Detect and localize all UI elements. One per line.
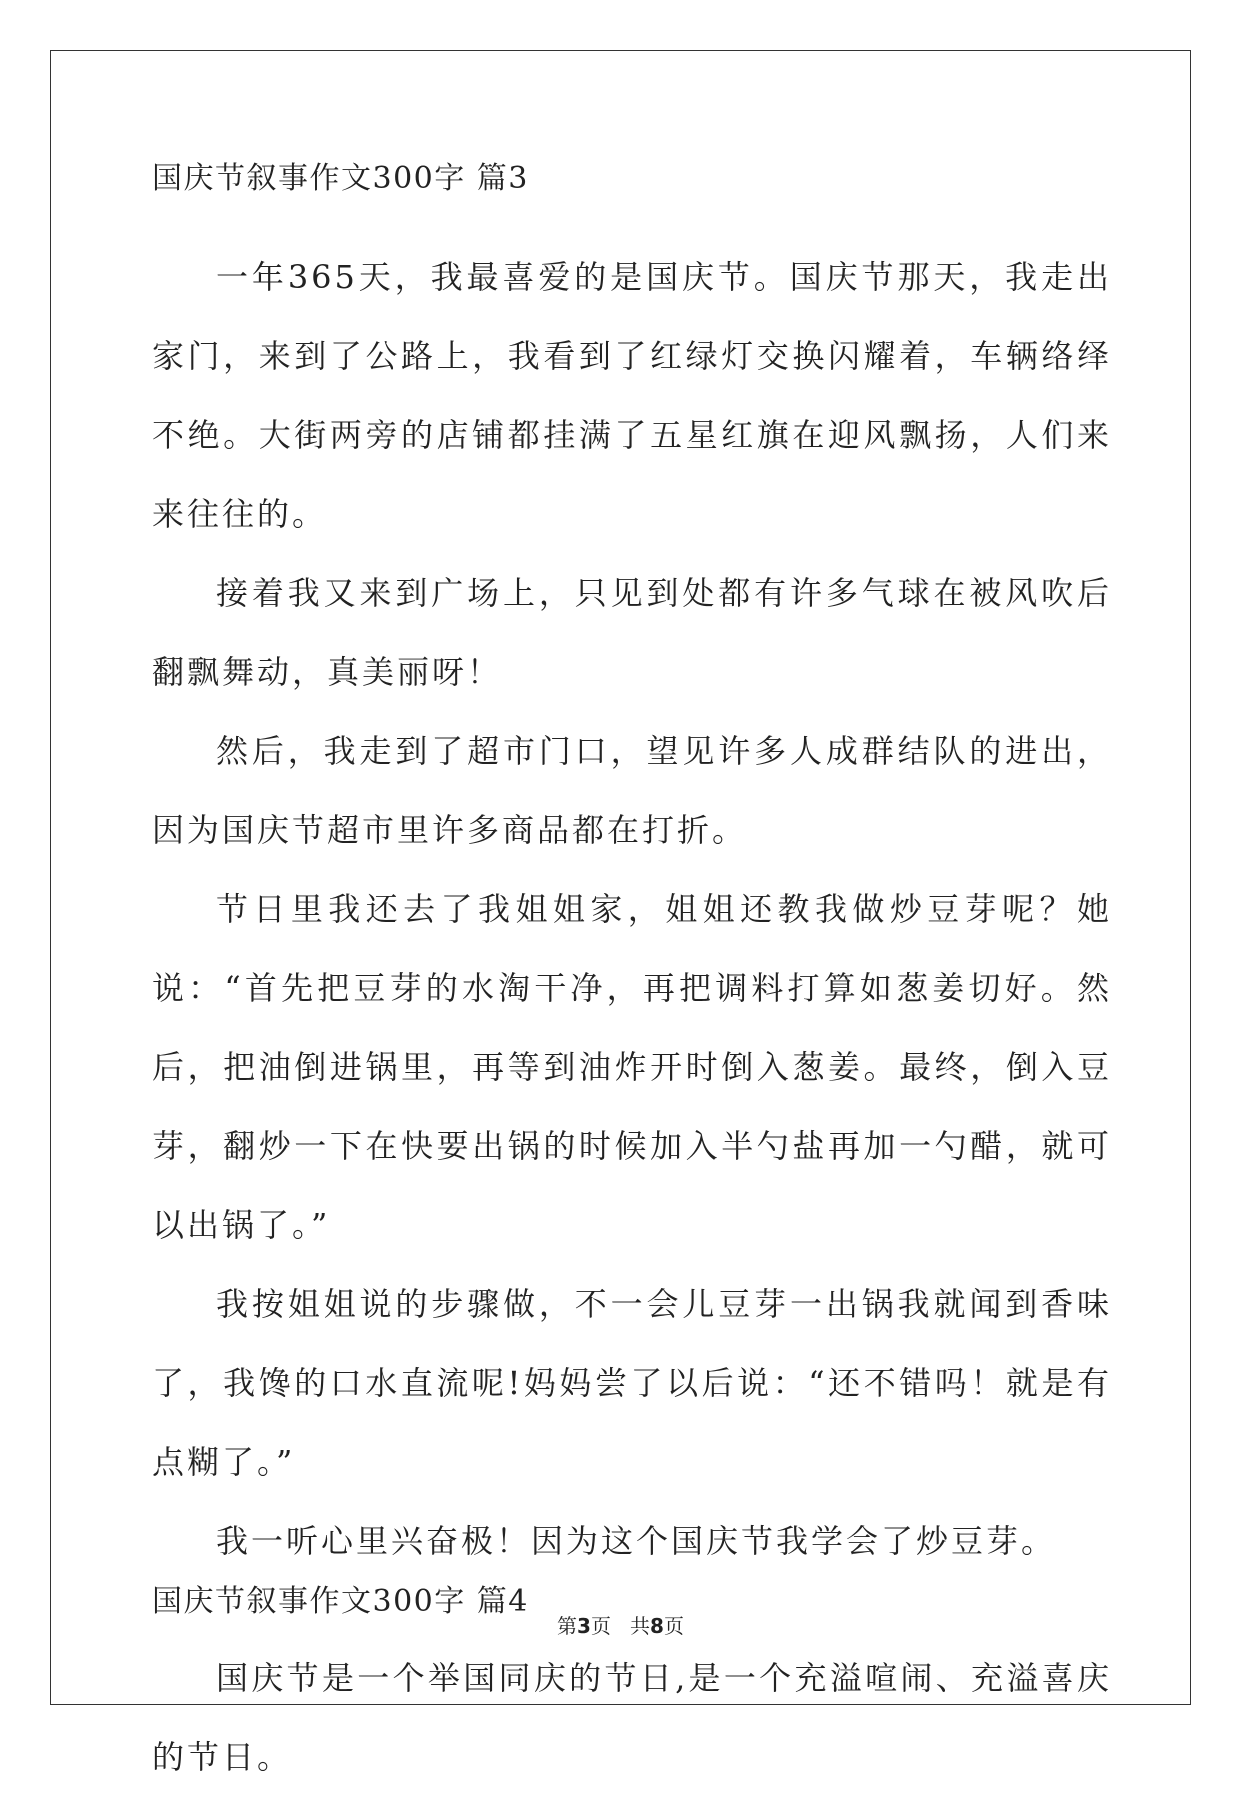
page-footer bbox=[0, 1610, 1241, 1639]
footer-page-prefix: 第 bbox=[557, 1614, 578, 1638]
footer-page-suffix: 页 bbox=[590, 1614, 611, 1638]
section-heading-3: 国庆节叙事作文300字 篇3 bbox=[152, 161, 529, 196]
document-body bbox=[152, 160, 1112, 1797]
paragraph: 然后，我走到了超市门口，望见许多人成群结队的进出，因为国庆节超市里许多商品都在打折。 bbox=[152, 732, 1112, 849]
paragraph: 接着我又来到广场上，只见到处都有许多气球在被风吹后翻飘舞动，真美丽呀！ bbox=[152, 574, 1112, 691]
footer-total-suffix: 页 bbox=[663, 1614, 684, 1638]
section-heading-4: 国庆节叙事作文300字 篇4 bbox=[152, 1584, 529, 1619]
paragraph: 一年365天，我最喜爱的是国庆节。国庆节那天，我走出家门，来到了公路上，我看到了红绿灯交换闪耀着，车辆络绎不绝。大街两旁的店铺都挂满了五星红旗在迎风飘扬，人们来来往往的。 bbox=[152, 258, 1112, 533]
paragraph: 节日里我还去了我姐姐家，姐姐还教我做炒豆芽呢？她说：“首先把豆芽的水淘干净，再把调料打算如葱姜切好。然后，把油倒进锅里，再等到油炸开时倒入葱姜。最终，倒入豆芽，翻炒一下在快要出锅的时候加入半勺盐再加一勺醋，就可以出锅了。” bbox=[152, 890, 1112, 1244]
paragraph: 我一听心里兴奋极！因为这个国庆节我学会了炒豆芽。 bbox=[216, 1522, 1057, 1560]
paragraph: 国庆节是一个举国同庆的节日,是一个充溢喧闹、充溢喜庆的节日。 bbox=[152, 1659, 1112, 1776]
footer-total-prefix: 共 bbox=[630, 1614, 651, 1638]
footer-total-number: 8 bbox=[650, 1614, 664, 1638]
paragraph: 我按姐姐说的步骤做，不一会儿豆芽一出锅我就闻到香味了，我馋的口水直流呢!妈妈尝了以后说：“还不错吗！就是有点糊了。” bbox=[152, 1285, 1112, 1481]
footer-page-number: 3 bbox=[577, 1614, 591, 1638]
